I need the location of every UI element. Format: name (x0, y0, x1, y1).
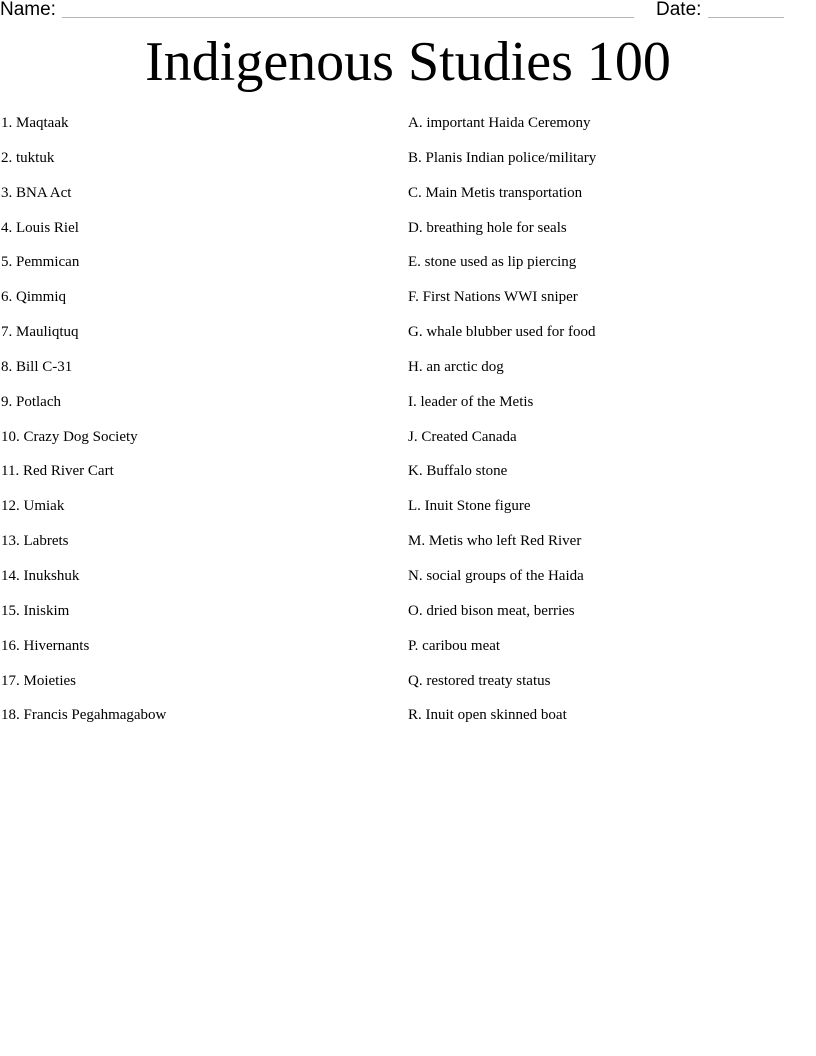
term-item: 8. Bill C-31 (1, 358, 73, 375)
term-item: 15. Iniskim (1, 602, 70, 619)
definition-item: H. an arctic dog (408, 358, 504, 375)
definition-item: G. whale blubber used for food (408, 324, 596, 341)
term-item: 12. Umiak (1, 498, 65, 515)
date-field-line[interactable] (708, 17, 784, 18)
term-item: 1. Maqtaak (1, 115, 69, 131)
definition-item: I. leader of the Metis (408, 393, 534, 410)
header (0, 0, 816, 22)
definitions-list (408, 114, 808, 741)
term-item: 7. Mauliqtuq (1, 324, 79, 341)
term-item: 4. Louis Riel (1, 219, 79, 236)
name-field-line[interactable] (62, 17, 634, 18)
term-item: 11. Red River Cart (1, 463, 114, 480)
page-title: Indigenous Studies 100 (145, 31, 671, 93)
term-item: 2. tuktuk (1, 149, 55, 166)
definition-item: E. stone used as lip piercing (408, 254, 577, 271)
terms-list (1, 114, 381, 741)
definition-item: P. caribou meat (408, 637, 501, 654)
definition-item: D. breathing hole for seals (408, 219, 567, 236)
definition-item: C. Main Metis transportation (408, 184, 583, 201)
date-label: Date: (656, 0, 702, 20)
definition-item: L. Inuit Stone figure (408, 498, 531, 515)
term-item: 3. BNA Act (1, 184, 72, 201)
term-item: 10. Crazy Dog Society (1, 428, 138, 445)
term-item: 6. Qimmiq (1, 289, 67, 306)
definition-item: N. social groups of the Haida (408, 567, 584, 584)
definition-item: J. Created Canada (408, 428, 517, 445)
term-item: 5. Pemmican (1, 254, 80, 271)
definition-item: F. First Nations WWI sniper (408, 289, 578, 306)
definition-item: M. Metis who left Red River (408, 533, 582, 550)
term-item: 18. Francis Pegahmagabow (1, 707, 167, 724)
term-item: 9. Potlach (1, 393, 61, 410)
term-item: 14. Inukshuk (1, 567, 80, 584)
definition-item: A. important Haida Ceremony (408, 115, 591, 131)
definition-item: K. Buffalo stone (408, 463, 508, 480)
definition-item: Q. restored treaty status (408, 672, 551, 689)
term-item: 13. Labrets (1, 533, 69, 550)
name-label: Name: (0, 0, 56, 20)
term-item: 17. Moieties (1, 672, 76, 689)
definition-item: O. dried bison meat, berries (408, 602, 575, 619)
definition-item: B. Planis Indian police/military (408, 149, 597, 166)
term-item: 16. Hivernants (1, 637, 90, 654)
definition-item: R. Inuit open skinned boat (408, 707, 567, 724)
